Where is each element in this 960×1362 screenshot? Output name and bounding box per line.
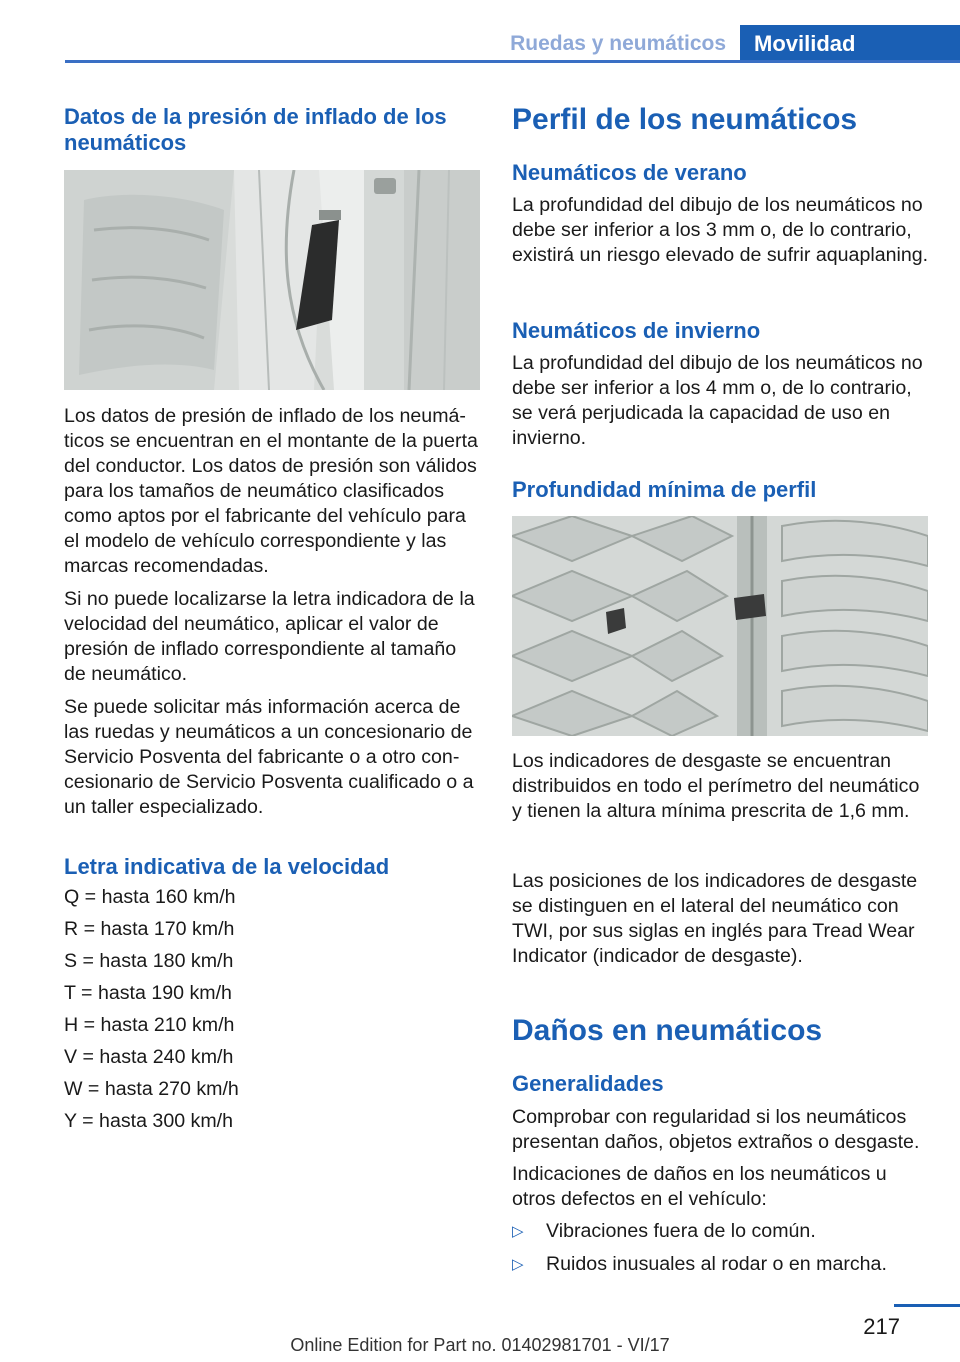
pressure-paragraph-location: Los datos de presión de inflado de los neumáticos se encuentran en el montante de la puerta del conductor. Los datos de presión son válidos para los tamaños de neumático clasificados como aptos por el fabricante del vehículo para el modelo de vehículo correspondiente y las marcas recomendadas.	[64, 405, 478, 577]
speed-item: R = hasta 170 km/h	[64, 918, 235, 940]
heading-speed-letter: Letra indicativa de la velocidad	[64, 854, 390, 879]
bullet-text: Ruidos inusuales al rodar o en marcha.	[546, 1253, 887, 1275]
damage-indications-paragraph: Indicaciones de daños en los neumáticos u otros defectos en el vehículo:	[512, 1163, 887, 1210]
bullet-item	[512, 1252, 932, 1277]
tread-wear-illustration	[512, 516, 928, 736]
bullet-text: Vibraciones fuera de lo común.	[546, 1220, 816, 1242]
door-pillar-illustration	[64, 170, 480, 390]
twi-paragraph-positions: Las posiciones de los indicadores de desgaste se distinguen en el lateral del neumático con TWI, por sus siglas en inglés para Tread Wear Indicator (indicador de desgaste).	[512, 870, 918, 967]
triangle-bullet-icon: ▷	[512, 1223, 524, 1240]
heading-general: Generalidades	[512, 1071, 664, 1096]
heading-minimum-depth: Profundidad mínima de perfil	[512, 477, 817, 502]
pressure-paragraph-speed-letter: Si no puede localizarse la letra indicadora de la velocidad del neumático, aplicar el valor de presión de inflado correspondiente al tamaño de neumático.	[64, 588, 475, 685]
heading-summer-tires: Neumáticos de verano	[512, 160, 747, 185]
tread-wear-figure	[512, 516, 928, 736]
speed-item: W = hasta 270 km/h	[64, 1078, 239, 1100]
speed-item: V = hasta 240 km/h	[64, 1046, 234, 1068]
header-rule	[65, 60, 960, 63]
door-pillar-figure	[64, 170, 480, 390]
header-section-title: Ruedas y neumáticos	[510, 32, 726, 55]
speed-item: H = hasta 210 km/h	[64, 1014, 235, 1036]
speed-item: S = hasta 180 km/h	[64, 950, 234, 972]
speed-letter-list	[64, 885, 364, 1141]
bullet-item	[512, 1219, 932, 1244]
footer-edition: Online Edition for Part no. 01402981701 - VI/17	[290, 1335, 670, 1355]
header-chapter-tab: Movilidad	[740, 25, 960, 63]
heading-tire-profile: Perfil de los neumáticos	[512, 103, 858, 136]
general-paragraph: Comprobar con regularidad si los neumáticos presentan daños, objetos extraños o desgaste.	[512, 1106, 920, 1153]
heading-tire-damage: Daños en neumáticos	[512, 1014, 823, 1047]
twi-paragraph-height: Los indicadores de desgaste se encuentran distribuidos en todo el perímetro del neumático y tienen la altura mínima prescrita de 1,6 mm.	[512, 750, 920, 822]
summer-tires-paragraph: La profundidad del dibujo de los neumáticos no debe ser inferior a los 3 mm o, de lo contrario, existirá un riesgo elevado de sufrir aquaplaning.	[512, 194, 929, 266]
speed-item: Y = hasta 300 km/h	[64, 1110, 234, 1132]
footer-rule	[894, 1304, 960, 1307]
heading-tire-pressure-data: Datos de la presión de inflado de los neumáticos	[64, 104, 447, 155]
pressure-paragraph-more-info: Se puede solicitar más información acerca de las ruedas y neumáticos a un concesionario de Servicio Posventa del fabricante o a otro concesionario de Servicio Posventa cualificado o a un taller especializado.	[64, 696, 474, 818]
winter-tires-paragraph: La profundidad del dibujo de los neumáticos no debe ser inferior a los 4 mm o, de lo contrario, se verá perjudicada la capacidad de uso en invierno.	[512, 352, 923, 449]
triangle-bullet-icon: ▷	[512, 1256, 524, 1273]
heading-winter-tires: Neumáticos de invierno	[512, 318, 761, 343]
speed-item: T = hasta 190 km/h	[64, 982, 232, 1004]
speed-item: Q = hasta 160 km/h	[64, 886, 236, 908]
page-number: 217	[863, 1314, 900, 1339]
